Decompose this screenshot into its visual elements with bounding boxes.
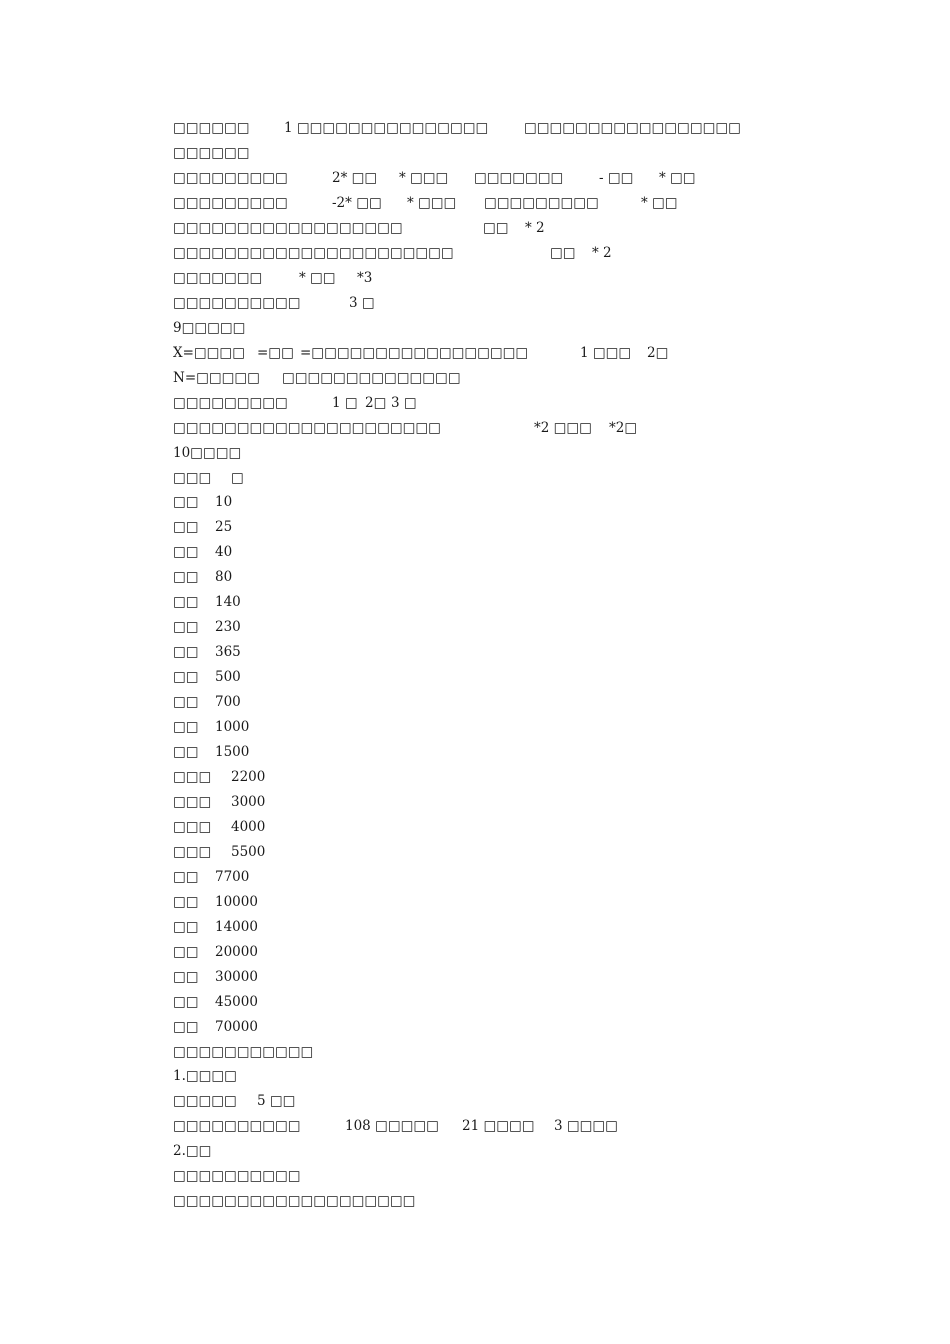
text-segment: □□□□□□□□□□□□□□□□□ (524, 120, 741, 136)
text-segment: -2* □□ (332, 195, 382, 211)
text-segment: 7700 (215, 869, 250, 885)
text-segment: □□□□□□□□□□□ (173, 1044, 314, 1060)
text-line (0, 1115, 950, 1137)
text-line (0, 516, 950, 538)
text-segment: 5 □□ (257, 1093, 296, 1109)
text-segment: 2200 (231, 769, 266, 785)
text-segment: □□ (173, 594, 199, 610)
text-line (0, 242, 950, 264)
text-segment: □□ (173, 494, 199, 510)
text-segment: 80 (215, 569, 233, 585)
text-segment: □□ (173, 944, 199, 960)
text-segment: □□ (173, 644, 199, 660)
text-segment: 1.□□□□ (173, 1068, 237, 1084)
text-segment: 140 (215, 594, 241, 610)
text-segment: * 2 (592, 245, 612, 261)
text-line (0, 1190, 950, 1212)
text-segment: 10□□□□ (173, 445, 242, 461)
text-segment: □□□□□□□□□□□□□□□□□□□□□ (173, 420, 441, 436)
text-line (0, 591, 950, 613)
text-segment: 1000 (215, 719, 250, 735)
text-line (0, 1090, 950, 1112)
text-segment: □□□□□□ (173, 120, 250, 136)
text-line (0, 342, 950, 364)
text-line (0, 866, 950, 888)
text-segment: 2□ (647, 345, 669, 361)
text-line (0, 741, 950, 763)
text-segment: X=□□□□ (173, 345, 245, 361)
text-segment: * □□ (641, 195, 678, 211)
text-line (0, 467, 950, 489)
text-line (0, 267, 950, 289)
text-segment: □□□□□□□□□□□□□□□□□□□□□□ (173, 245, 454, 261)
text-segment: □□ (550, 245, 576, 261)
text-segment: 70000 (215, 1019, 258, 1035)
text-line (0, 117, 950, 139)
text-segment: 20000 (215, 944, 258, 960)
text-segment: 1 □ (332, 395, 358, 411)
text-segment: □□□□□□□□□□ (173, 295, 301, 311)
text-segment: *3 (357, 270, 373, 286)
text-line (0, 442, 950, 464)
text-segment: □□□□□ (173, 1093, 237, 1109)
text-segment: 3000 (231, 794, 266, 810)
text-segment: *2 □□□ (534, 420, 592, 436)
text-segment: 365 (215, 644, 241, 660)
text-segment: 1500 (215, 744, 250, 760)
text-line (0, 1065, 950, 1087)
text-segment: =□□ (257, 345, 294, 361)
text-line (0, 1165, 950, 1187)
text-line (0, 1140, 950, 1162)
text-segment: * 2 (525, 220, 545, 236)
text-segment: □□□ (173, 470, 212, 486)
text-segment: □□□ (173, 769, 212, 785)
text-line (0, 891, 950, 913)
text-segment: □□□□□□□□□□ (173, 1168, 301, 1184)
text-line (0, 1016, 950, 1038)
text-line (0, 716, 950, 738)
text-segment: 2.□□ (173, 1143, 212, 1159)
text-segment: N=□□□□□ (173, 370, 260, 386)
text-segment: □□□□□□□□□□□□□□□□□□□ (173, 1193, 416, 1209)
text-segment: □□□□□□□□□ (173, 170, 288, 186)
text-segment: □□□□□□□□□ (173, 195, 288, 211)
text-line (0, 367, 950, 389)
text-line (0, 1041, 950, 1063)
text-segment: □□ (173, 544, 199, 560)
text-segment: □□□ (173, 844, 212, 860)
text-segment: □□ (173, 994, 199, 1010)
text-segment: □□ (483, 220, 509, 236)
text-line (0, 541, 950, 563)
text-segment: □□□□□□□□□ (173, 395, 288, 411)
text-segment: 500 (215, 669, 241, 685)
text-segment: 5500 (231, 844, 266, 860)
text-line (0, 616, 950, 638)
text-segment: □□□□□□ (173, 145, 250, 161)
text-segment: □□ (173, 719, 199, 735)
text-segment: * □□ (299, 270, 336, 286)
text-segment: □□ (173, 969, 199, 985)
text-segment: 40 (215, 544, 233, 560)
text-segment: □□□□□□□□□□□□□□□□□□ (173, 220, 403, 236)
text-segment: □□□□□□□□□□ (173, 1118, 301, 1134)
text-line (0, 691, 950, 713)
text-line (0, 841, 950, 863)
text-line (0, 791, 950, 813)
text-segment: □ (231, 470, 244, 486)
text-segment: 230 (215, 619, 241, 635)
text-line (0, 417, 950, 439)
text-segment: □□ (173, 694, 199, 710)
text-segment: 45000 (215, 994, 258, 1010)
text-segment: 30000 (215, 969, 258, 985)
text-line (0, 217, 950, 239)
text-line (0, 317, 950, 339)
text-segment: 9□□□□□ (173, 320, 246, 336)
text-segment: □□□□□□□□□□□□□□ (282, 370, 461, 386)
text-segment: 108 □□□□□ (345, 1118, 439, 1134)
text-segment: * □□□ (407, 195, 457, 211)
text-segment: 21 □□□□ (462, 1118, 535, 1134)
text-segment: □□□□□□□ (474, 170, 564, 186)
text-line (0, 941, 950, 963)
text-segment: 4000 (231, 819, 266, 835)
text-line (0, 816, 950, 838)
text-segment: * □□ (659, 170, 696, 186)
text-segment: □□ (173, 919, 199, 935)
text-line (0, 666, 950, 688)
text-segment: □□ (173, 669, 199, 685)
text-line (0, 966, 950, 988)
text-segment: □□ (173, 744, 199, 760)
text-segment: □□ (173, 519, 199, 535)
text-segment: * □□□ (399, 170, 449, 186)
text-segment: 1 □□□ (580, 345, 632, 361)
text-segment: □□□□□□□ (173, 270, 263, 286)
text-segment: □□ (173, 894, 199, 910)
text-line (0, 142, 950, 164)
text-segment: 700 (215, 694, 241, 710)
text-line (0, 491, 950, 513)
text-segment: 10 (215, 494, 233, 510)
text-segment: 2* □□ (332, 170, 378, 186)
text-line (0, 292, 950, 314)
text-segment: 2□ (365, 395, 387, 411)
text-segment: □□□ (173, 819, 212, 835)
text-segment: 3 □□□□ (554, 1118, 618, 1134)
text-segment: □□□ (173, 794, 212, 810)
text-segment: 3 □ (391, 395, 417, 411)
text-segment: 10000 (215, 894, 258, 910)
text-segment: *2□ (609, 420, 638, 436)
text-segment: - □□ (599, 170, 634, 186)
text-segment: 3 □ (349, 295, 375, 311)
text-line (0, 991, 950, 1013)
text-segment: □□ (173, 619, 199, 635)
text-line (0, 766, 950, 788)
text-segment: =□□□□□□□□□□□□□□□□□ (300, 345, 529, 361)
text-segment: □□ (173, 1019, 199, 1035)
text-segment: □□ (173, 869, 199, 885)
text-line (0, 392, 950, 414)
text-segment: 14000 (215, 919, 258, 935)
text-segment: □□ (173, 569, 199, 585)
text-line (0, 192, 950, 214)
text-segment: 25 (215, 519, 233, 535)
text-line (0, 641, 950, 663)
text-line (0, 566, 950, 588)
text-line (0, 167, 950, 189)
text-line (0, 916, 950, 938)
text-segment: 1 □□□□□□□□□□□□□□□ (284, 120, 489, 136)
text-segment: □□□□□□□□□ (484, 195, 599, 211)
